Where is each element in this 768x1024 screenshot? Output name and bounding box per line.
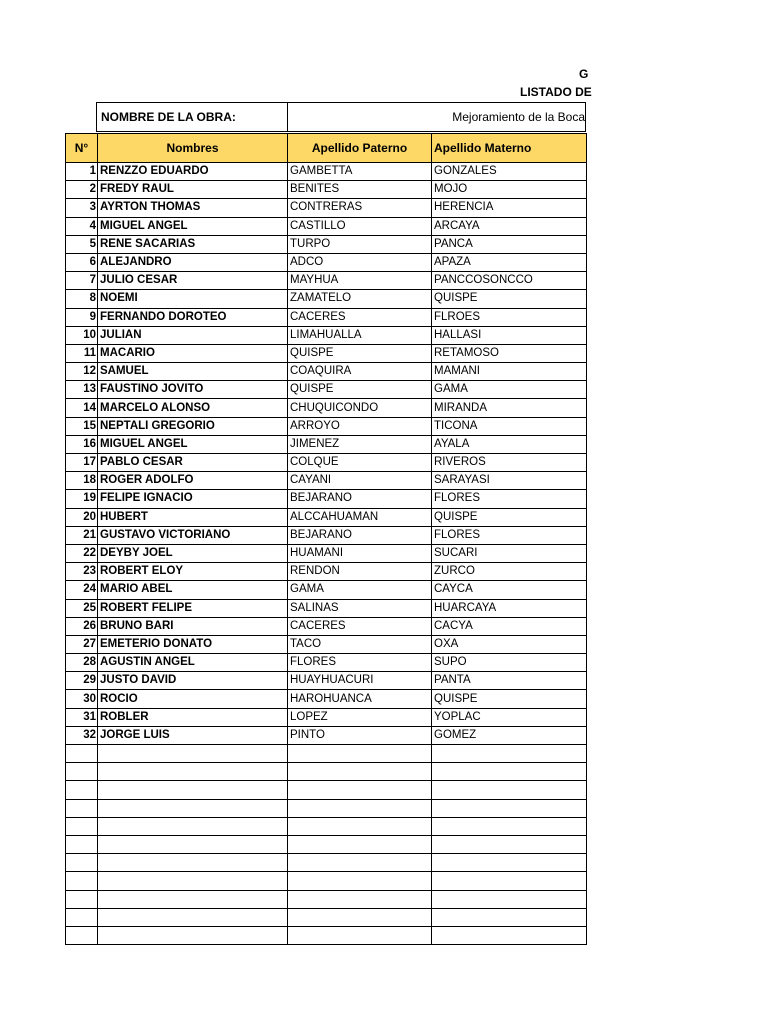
row-number-cell [66,854,98,872]
first-names-cell: SAMUEL [98,363,288,381]
first-names-cell: FREDY RAUL [98,181,288,199]
table-row [66,926,587,944]
maternal-surname-cell: FLORES [432,526,587,544]
first-names-cell: MIGUEL ANGEL [98,217,288,235]
first-names-cell: MARIO ABEL [98,581,288,599]
table-row [66,417,587,435]
table-row [66,708,587,726]
row-number-cell: 3 [66,199,98,217]
first-names-cell [98,926,288,944]
maternal-surname-cell: GAMA [432,381,587,399]
maternal-surname-cell: MOJO [432,181,587,199]
table-row [66,526,587,544]
row-number-cell: 4 [66,217,98,235]
first-names-cell: GUSTAVO VICTORIANO [98,526,288,544]
paternal-surname-cell: ARROYO [288,417,432,435]
table-row [66,344,587,362]
paternal-surname-cell [288,745,432,763]
table-row [66,490,587,508]
first-names-cell [98,835,288,853]
paternal-surname-cell: FLORES [288,654,432,672]
row-number-cell [66,926,98,944]
first-names-cell: JUSTO DAVID [98,672,288,690]
paternal-surname-cell: LIMAHUALLA [288,326,432,344]
first-names-cell [98,817,288,835]
maternal-surname-cell: YOPLAC [432,708,587,726]
first-names-cell: ROGER ADOLFO [98,472,288,490]
maternal-surname-cell: QUISPE [432,690,587,708]
maternal-surname-cell: SUCARI [432,544,587,562]
paternal-surname-cell: ADCO [288,253,432,271]
row-number-cell: 10 [66,326,98,344]
first-names-cell: HUBERT [98,508,288,526]
row-number-cell [66,872,98,890]
paternal-surname-cell: HAROHUANCA [288,690,432,708]
paternal-surname-cell: SALINAS [288,599,432,617]
first-names-cell: ROCIO [98,690,288,708]
maternal-surname-cell [432,872,587,890]
maternal-surname-cell: QUISPE [432,290,587,308]
row-number-cell: 28 [66,654,98,672]
maternal-surname-cell: PANCA [432,235,587,253]
table-row [66,672,587,690]
maternal-surname-cell: HERENCIA [432,199,587,217]
row-number-cell [66,763,98,781]
first-names-cell [98,799,288,817]
paternal-surname-cell: BENITES [288,181,432,199]
first-names-cell [98,781,288,799]
row-number-cell: 22 [66,544,98,562]
maternal-surname-cell [432,745,587,763]
maternal-surname-cell [432,890,587,908]
maternal-surname-cell: FLORES [432,490,587,508]
first-names-cell: PABLO CESAR [98,454,288,472]
paternal-surname-cell: CAYANI [288,472,432,490]
maternal-surname-cell: SARAYASI [432,472,587,490]
paternal-surname-cell [288,781,432,799]
paternal-surname-cell: ALCCAHUAMAN [288,508,432,526]
maternal-surname-cell: HALLASI [432,326,587,344]
maternal-surname-cell [432,799,587,817]
table-row [66,454,587,472]
table-row [66,217,587,235]
paternal-surname-cell: CASTILLO [288,217,432,235]
table-row [66,363,587,381]
first-names-cell [98,890,288,908]
first-names-cell: ROBERT FELIPE [98,599,288,617]
maternal-surname-cell [432,835,587,853]
maternal-surname-cell: HUARCAYA [432,599,587,617]
first-names-cell: EMETERIO DONATO [98,635,288,653]
table-row [66,435,587,453]
paternal-surname-cell: LOPEZ [288,708,432,726]
paternal-surname-cell: TURPO [288,235,432,253]
maternal-surname-cell: OXA [432,635,587,653]
paternal-surname-cell: PINTO [288,726,432,744]
maternal-surname-cell [432,854,587,872]
paternal-surname-cell: BEJARANO [288,490,432,508]
first-names-cell: RENZZO EDUARDO [98,163,288,181]
row-number-cell: 30 [66,690,98,708]
table-row [66,290,587,308]
paternal-surname-cell [288,799,432,817]
row-number-cell: 7 [66,272,98,290]
paternal-surname-cell: JIMENEZ [288,435,432,453]
first-names-cell: FAUSTINO JOVITO [98,381,288,399]
table-row [66,163,587,181]
paternal-surname-cell: CACERES [288,308,432,326]
maternal-surname-cell: RETAMOSO [432,344,587,362]
table-row [66,799,587,817]
row-number-cell: 5 [66,235,98,253]
column-header-apellido-paterno: Apellido Paterno [288,134,432,163]
table-row [66,690,587,708]
row-number-cell: 8 [66,290,98,308]
maternal-surname-cell: ARCAYA [432,217,587,235]
table-row [66,745,587,763]
row-number-cell: 15 [66,417,98,435]
first-names-cell: NEPTALI GREGORIO [98,417,288,435]
first-names-cell: JULIO CESAR [98,272,288,290]
first-names-cell: ALEJANDRO [98,253,288,271]
first-names-cell: ROBERT ELOY [98,563,288,581]
paternal-surname-cell: QUISPE [288,381,432,399]
table-row [66,181,587,199]
column-header-apellido-materno: Apellido Materno [432,134,587,163]
maternal-surname-cell: PANTA [432,672,587,690]
row-number-cell: 18 [66,472,98,490]
row-number-cell: 26 [66,617,98,635]
first-names-cell: MIGUEL ANGEL [98,435,288,453]
row-number-cell [66,817,98,835]
paternal-surname-cell: QUISPE [288,344,432,362]
table-row [66,308,587,326]
project-name-row [96,102,586,132]
table-row [66,508,587,526]
paternal-surname-cell: COLQUE [288,454,432,472]
maternal-surname-cell [432,908,587,926]
first-names-cell: JORGE LUIS [98,726,288,744]
row-number-cell: 24 [66,581,98,599]
first-names-cell [98,908,288,926]
first-names-cell [98,745,288,763]
maternal-surname-cell: TICONA [432,417,587,435]
maternal-surname-cell: MAMANI [432,363,587,381]
project-name-label: NOMBRE DE LA OBRA: [97,103,288,131]
row-number-cell: 19 [66,490,98,508]
table-row [66,726,587,744]
row-number-cell: 11 [66,344,98,362]
document-subtitle: LISTADO DE [520,85,592,99]
paternal-surname-cell: ZAMATELO [288,290,432,308]
maternal-surname-cell: ZURCO [432,563,587,581]
first-names-cell: AYRTON THOMAS [98,199,288,217]
maternal-surname-cell: PANCCOSONCCO [432,272,587,290]
maternal-surname-cell: GOMEZ [432,726,587,744]
paternal-surname-cell: RENDON [288,563,432,581]
table-row [66,890,587,908]
first-names-cell: FELIPE IGNACIO [98,490,288,508]
row-number-cell: 27 [66,635,98,653]
table-row [66,817,587,835]
paternal-surname-cell: HUAMANI [288,544,432,562]
maternal-surname-cell: MIRANDA [432,399,587,417]
maternal-surname-cell: RIVEROS [432,454,587,472]
paternal-surname-cell [288,872,432,890]
first-names-cell: MACARIO [98,344,288,362]
maternal-surname-cell: GONZALES [432,163,587,181]
paternal-surname-cell: MAYHUA [288,272,432,290]
row-number-cell [66,908,98,926]
table-row [66,617,587,635]
paternal-surname-cell [288,854,432,872]
row-number-cell: 32 [66,726,98,744]
maternal-surname-cell [432,817,587,835]
table-header-row [66,134,587,163]
table-row [66,763,587,781]
table-row [66,544,587,562]
table-row [66,326,587,344]
row-number-cell [66,835,98,853]
worker-list-table [65,133,587,945]
first-names-cell [98,763,288,781]
first-names-cell: JULIAN [98,326,288,344]
paternal-surname-cell [288,817,432,835]
first-names-cell [98,854,288,872]
maternal-surname-cell: AYALA [432,435,587,453]
first-names-cell: MARCELO ALONSO [98,399,288,417]
row-number-cell: 14 [66,399,98,417]
table-row [66,635,587,653]
table-row [66,781,587,799]
row-number-cell: 13 [66,381,98,399]
paternal-surname-cell: GAMA [288,581,432,599]
row-number-cell: 20 [66,508,98,526]
row-number-cell: 12 [66,363,98,381]
first-names-cell: ROBLER [98,708,288,726]
first-names-cell: NOEMI [98,290,288,308]
first-names-cell: FERNANDO DOROTEO [98,308,288,326]
maternal-surname-cell: APAZA [432,253,587,271]
row-number-cell: 17 [66,454,98,472]
paternal-surname-cell [288,926,432,944]
table-row [66,235,587,253]
table-row [66,854,587,872]
first-names-cell: RENE SACARIAS [98,235,288,253]
paternal-surname-cell [288,763,432,781]
maternal-surname-cell: FLROES [432,308,587,326]
row-number-cell: 21 [66,526,98,544]
row-number-cell: 9 [66,308,98,326]
paternal-surname-cell: BEJARANO [288,526,432,544]
row-number-cell: 23 [66,563,98,581]
first-names-cell: DEYBY JOEL [98,544,288,562]
table-row [66,908,587,926]
column-header-nombres: Nombres [98,134,288,163]
row-number-cell [66,745,98,763]
paternal-surname-cell: CONTRERAS [288,199,432,217]
row-number-cell: 25 [66,599,98,617]
table-row [66,599,587,617]
document-title: G [579,67,589,81]
paternal-surname-cell: COAQUIRA [288,363,432,381]
paternal-surname-cell [288,908,432,926]
row-number-cell: 29 [66,672,98,690]
table-row [66,272,587,290]
paternal-surname-cell [288,835,432,853]
paternal-surname-cell: CHUQUICONDO [288,399,432,417]
table-row [66,472,587,490]
row-number-cell: 31 [66,708,98,726]
maternal-surname-cell: CAYCA [432,581,587,599]
first-names-cell [98,872,288,890]
table-row [66,381,587,399]
maternal-surname-cell [432,763,587,781]
table-row [66,253,587,271]
table-row [66,199,587,217]
table-row [66,581,587,599]
table-row [66,872,587,890]
table-row [66,563,587,581]
maternal-surname-cell: SUPO [432,654,587,672]
paternal-surname-cell [288,890,432,908]
row-number-cell: 16 [66,435,98,453]
maternal-surname-cell: QUISPE [432,508,587,526]
table-row [66,835,587,853]
paternal-surname-cell: CACERES [288,617,432,635]
first-names-cell: BRUNO BARI [98,617,288,635]
column-header-number: N° [66,134,98,163]
paternal-surname-cell: TACO [288,635,432,653]
project-name-value: Mejoramiento de la Boca [452,110,585,124]
first-names-cell: AGUSTIN ANGEL [98,654,288,672]
maternal-surname-cell [432,781,587,799]
row-number-cell [66,890,98,908]
maternal-surname-cell: CACYA [432,617,587,635]
paternal-surname-cell: GAMBETTA [288,163,432,181]
table-row [66,654,587,672]
row-number-cell [66,781,98,799]
table-row [66,399,587,417]
row-number-cell [66,799,98,817]
row-number-cell: 1 [66,163,98,181]
paternal-surname-cell: HUAYHUACURI [288,672,432,690]
row-number-cell: 6 [66,253,98,271]
maternal-surname-cell [432,926,587,944]
row-number-cell: 2 [66,181,98,199]
